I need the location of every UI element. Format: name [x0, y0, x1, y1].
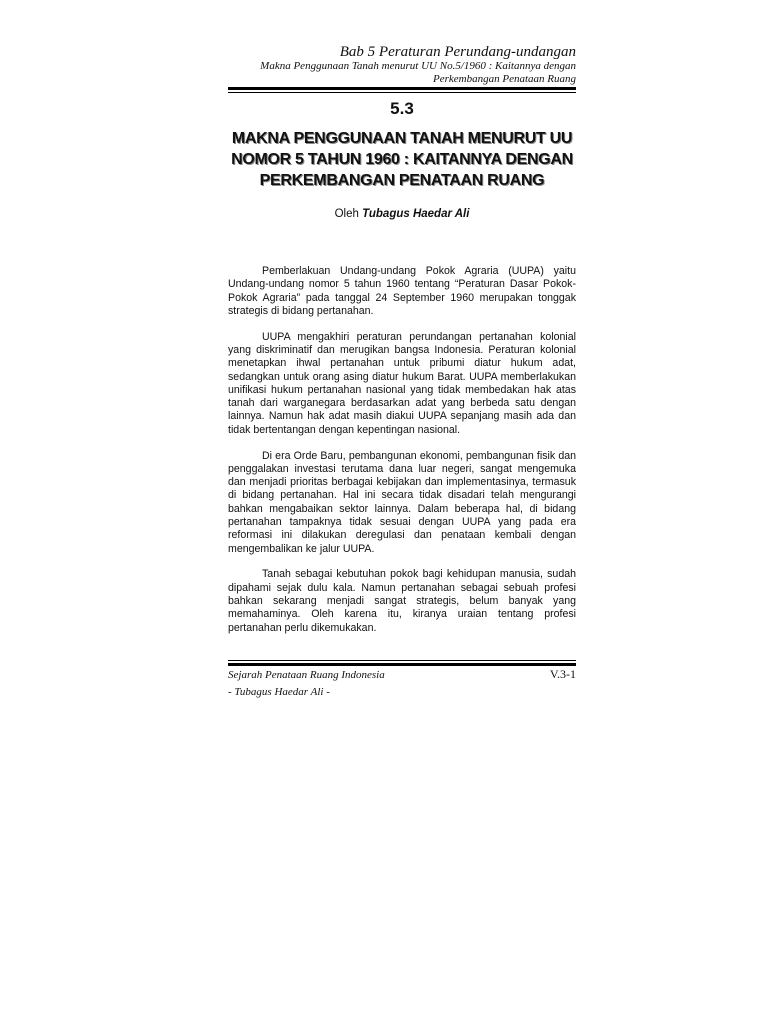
paragraph-1: Pemberlakuan Undang-undang Pokok Agraria (UUPA) yaitu Undang-undang nomor 5 tahun 1960 tentang “Peraturan Dasar Pokok-Pokok Agraria” pada tanggal 24 September 1960 merupakan tonggak strategis di bidang pertanahan.	[228, 265, 576, 317]
author-name: Tubagus Haedar Ali	[362, 208, 470, 220]
running-head-subtitle: Makna Penggunaan Tanah menurut UU No.5/1960 : Kaitannya dengan Perkembangan Penataan Ruang	[260, 60, 576, 85]
header-rule-thick	[228, 87, 576, 90]
article-body	[228, 265, 576, 647]
section-number: 5.3	[390, 99, 414, 118]
article-title: MAKNA PENGGUNAAN TANAH MENURUT UU NOMOR 5 TAHUN 1960 : KAITANNYA DENGAN PERKEMBANGAN PENATAAN RUANG	[231, 130, 573, 189]
footer-rule-thin	[228, 660, 576, 661]
footer-author: - Tubagus Haedar Ali -	[228, 686, 330, 698]
footer-book-title: Sejarah Penataan Ruang Indonesia	[228, 669, 385, 681]
running-head-chapter: Bab 5 Peraturan Perundang-undangan	[339, 44, 576, 60]
page-number: V.3-1	[549, 667, 576, 681]
header-rule-thin	[228, 92, 576, 93]
byline-prefix: Oleh	[334, 208, 359, 220]
paragraph-3: Di era Orde Baru, pembangunan ekonomi, pembangunan fisik dan penggalakan investasi terutama dana luar negeri, sangat mengemuka dan menjadi prioritas berbagai kebijakan dan implementasinya, termasuk di bidang pertanahan. Hal ini secara tidak disadari telah mengurangi bahkan mengabaikan sektor lainnya. Dalam beberapa hal, di bidang pertanahan tampaknya tidak sesuai dengan UUPA yang pada era reformasi ini dilakukan deregulasi dan penataan kembali dengan mengembalikan ke jalur UUPA.	[228, 449, 576, 555]
footer-rule-thick	[228, 663, 576, 666]
byline	[228, 208, 576, 220]
paragraph-4: Tanah sebagai kebutuhan pokok bagi kehidupan manusia, sudah dipahami sejak dulu kala. Namun pertanahan sebagai sebuah profesi bahkan sekarang menjadi sangat strategis, belum banyak yang memahaminya. Oleh karena itu, kiranya uraian tentang profesi pertanahan perlu dikemukakan.	[228, 568, 576, 634]
paragraph-2: UUPA mengakhiri peraturan perundangan pertanahan kolonial yang diskriminatif dan merugikan bangsa Indonesia. Peraturan kolonial menetapkan ihwal pertanahan untuk pribumi diatur hukum adat, sedangkan untuk orang asing diatur hukum Barat. UUPA memberlakukan unifikasi hukum pertanahan nasional yang tidak membedakan hak atas tanah dari warganegara berdasarkan adat yang berbeda satu dengan lainnya. Namun hak adat masih diakui UUPA sepanjang masih ada dan tidak bertentangan dengan kepentingan nasional.	[228, 330, 576, 436]
